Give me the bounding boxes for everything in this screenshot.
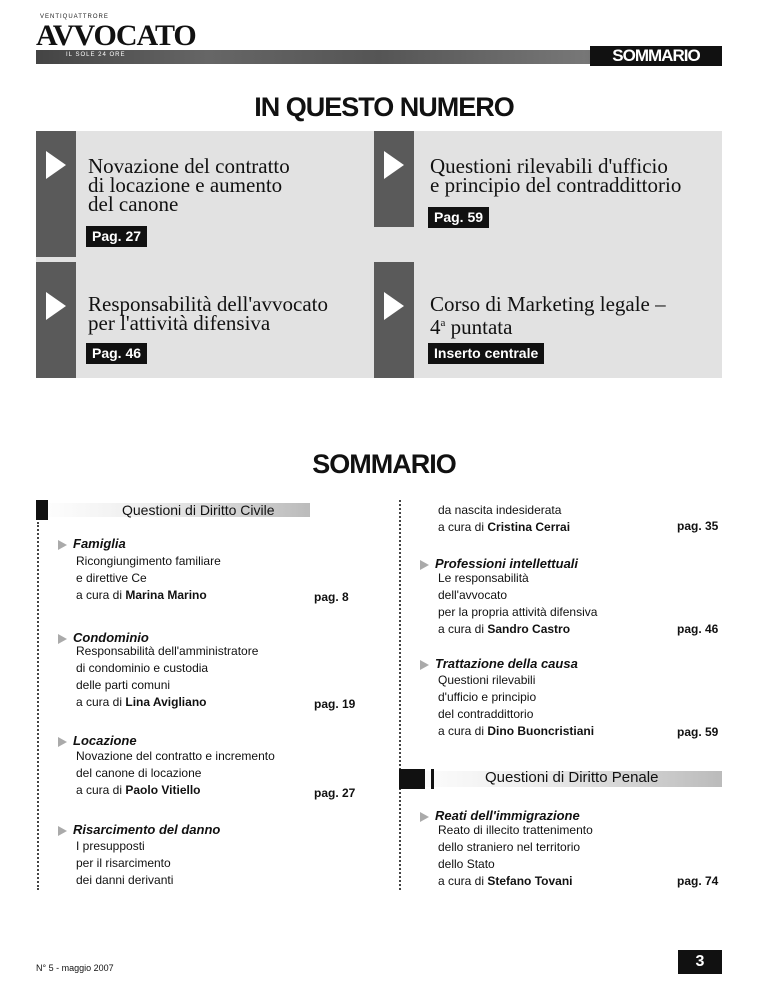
section-header-civile: Questioni di Diritto Civile [36, 503, 310, 517]
feature-2-bar [374, 131, 414, 227]
article-professioni[interactable]: Le responsabilità dell'avvocato per la propria attività difensiva a cura di Sandro Castro [438, 571, 598, 636]
category-famiglia[interactable]: Famiglia [58, 536, 126, 551]
play-arrow-icon [384, 151, 404, 179]
section-tag: SOMMARIO [590, 46, 722, 66]
triangle-bullet-icon [420, 660, 429, 670]
issue-footer: N° 5 - maggio 2007 [36, 963, 114, 973]
page-ref-continuation[interactable]: pag. 35 [677, 519, 719, 533]
column-dots [399, 500, 401, 890]
category-professioni[interactable]: Professioni intellettuali [420, 556, 578, 571]
feature-3-title[interactable]: Responsabilità dell'avvocato per l'attività difensiva [88, 292, 328, 335]
feature-2-title[interactable]: Questioni rilevabili d'ufficio e principio del contraddittorio [430, 154, 682, 197]
triangle-bullet-icon [58, 634, 67, 644]
in-questo-numero-title: IN QUESTO NUMERO [254, 92, 514, 122]
page-ref-famiglia[interactable]: pag. 8 [314, 590, 349, 604]
triangle-bullet-icon [420, 812, 429, 822]
triangle-bullet-icon [58, 826, 67, 836]
triangle-bullet-icon [58, 540, 67, 550]
article-condominio[interactable]: Responsabilità dell'amministratore di condominio e custodia delle parti comuni a cura di Lina Avigliano [76, 644, 259, 709]
section-header-penale: Questioni di Diritto Penale [399, 771, 722, 787]
category-reati[interactable]: Reati dell'immigrazione [420, 808, 580, 823]
category-trattazione[interactable]: Trattazione della causa [420, 656, 578, 671]
triangle-bullet-icon [58, 737, 67, 747]
feature-4-bar [374, 262, 414, 378]
page-number: 3 [678, 950, 722, 974]
brand-top-text: VENTIQUATTRORE [40, 14, 109, 20]
triangle-bullet-icon [420, 560, 429, 570]
article-famiglia[interactable]: Ricongiungimento familiare e direttive Ce a cura di Marina Marino [76, 554, 221, 602]
feature-2-page-tag[interactable]: Pag. 59 [428, 207, 489, 228]
feature-3-page-tag[interactable]: Pag. 46 [86, 343, 147, 364]
brand-logo: AVVOCATO [36, 19, 196, 52]
feature-4-title[interactable]: Corso di Marketing legale – 4$^a$ puntata [430, 292, 666, 339]
feature-1-page-tag[interactable]: Pag. 27 [86, 226, 147, 247]
article-trattazione[interactable]: Questioni rilevabili d'ufficio e principio del contraddittorio a cura di Dino Buoncristiani [438, 673, 595, 738]
category-risarcimento[interactable]: Risarcimento del danno [58, 822, 220, 837]
feature-3-bar [36, 262, 76, 378]
page-ref-reati[interactable]: pag. 74 [677, 874, 719, 888]
brand-subtitle: IL SOLE 24 ORE [66, 52, 126, 58]
article-continuation[interactable]: da nascita indesiderata a cura di Cristina Cerrai [438, 503, 571, 534]
feature-1-title[interactable]: Novazione del contratto di locazione e aumento del canone [88, 154, 290, 216]
page-ref-trattazione[interactable]: pag. 59 [677, 725, 719, 739]
page-ref-locazione[interactable]: pag. 27 [314, 786, 356, 800]
category-locazione[interactable]: Locazione [58, 733, 137, 748]
play-arrow-icon [46, 151, 66, 179]
feature-1-bar [36, 131, 76, 257]
play-arrow-icon [384, 292, 404, 320]
play-arrow-icon [46, 292, 66, 320]
column-dots [37, 522, 39, 890]
category-condominio[interactable]: Condominio [58, 630, 149, 645]
sommario-title: SOMMARIO [312, 449, 456, 479]
page-ref-condominio[interactable]: pag. 19 [314, 697, 356, 711]
article-risarcimento[interactable]: I presupposti per il risarcimento dei danni derivanti [76, 839, 174, 887]
feature-4-page-tag[interactable]: Inserto centrale [428, 343, 544, 364]
article-reati[interactable]: Reato di illecito trattenimento dello straniero nel territorio dello Stato a cura di Stefano Tovani [438, 823, 593, 888]
article-locazione[interactable]: Novazione del contratto e incremento del canone di locazione a cura di Paolo Vitiello [76, 749, 275, 797]
page-ref-professioni[interactable]: pag. 46 [677, 622, 719, 636]
